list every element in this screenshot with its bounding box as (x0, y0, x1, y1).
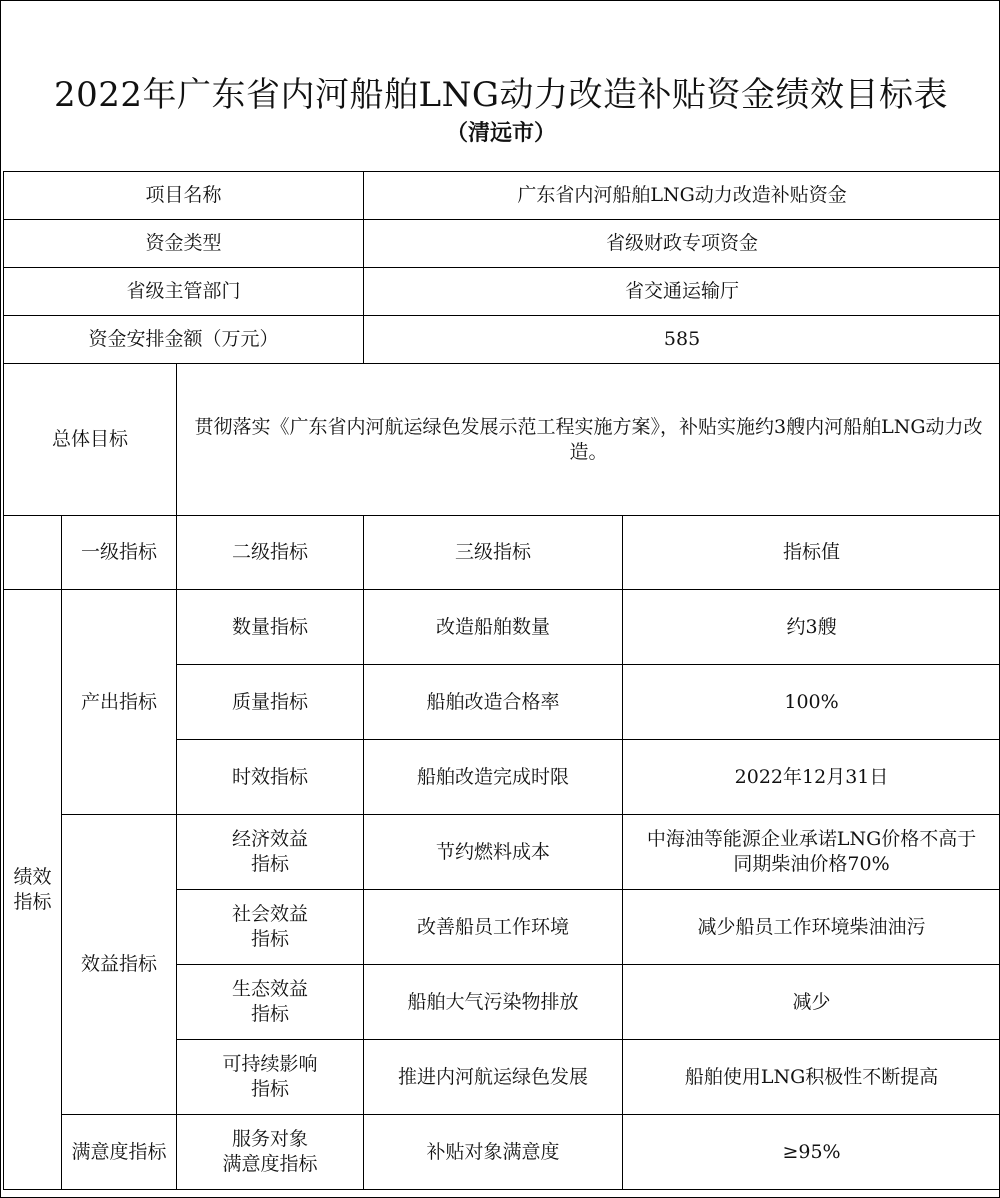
overall-goal-text: 贯彻落实《广东省内河航运绿色发展示范工程实施方案》，补贴实施约3艘内河船舶LNG动力改造。 (177, 364, 1000, 516)
indicator-row (4, 815, 1000, 890)
level3-cell: 补贴对象满意度 (364, 1115, 623, 1190)
level3-cell: 船舶改造完成时限 (364, 740, 623, 815)
page-subtitle: （清远市） (445, 120, 556, 146)
value-cell: 减少船员工作环境柴油油污 (623, 890, 1000, 965)
performance-indicator-label: 绩效 指标 (4, 590, 62, 1190)
level2-cell: 社会效益 指标 (177, 890, 364, 965)
value-cell: 减少 (623, 965, 1000, 1040)
level2-cell: 可持续影响 指标 (177, 1040, 364, 1115)
level3-cell: 船舶大气污染物排放 (364, 965, 623, 1040)
value-cell: 船舶使用LNG积极性不断提高 (623, 1040, 1000, 1115)
info-label: 项目名称 (4, 172, 364, 220)
header-level2: 二级指标 (177, 516, 364, 590)
value-cell: 约3艘 (623, 590, 1000, 665)
level3-cell: 改善船员工作环境 (364, 890, 623, 965)
level2-cell: 生态效益 指标 (177, 965, 364, 1040)
info-label: 资金类型 (4, 220, 364, 268)
info-row-amount (4, 316, 1000, 364)
indicator-row (4, 590, 1000, 665)
group-output-label: 产出指标 (62, 590, 177, 815)
indicator-header-row (4, 516, 1000, 590)
level2-cell: 时效指标 (177, 740, 364, 815)
info-value: 585 (364, 316, 1000, 364)
group-satisfaction-label: 满意度指标 (62, 1115, 177, 1190)
group-benefit-label: 效益指标 (62, 815, 177, 1115)
overall-goal-row (4, 364, 1000, 516)
performance-table (3, 171, 1000, 1190)
info-row-project-name (4, 172, 1000, 220)
header-value: 指标值 (623, 516, 1000, 590)
info-row-fund-type (4, 220, 1000, 268)
header-level1: 一级指标 (62, 516, 177, 590)
indicator-row (4, 1115, 1000, 1190)
level2-cell: 数量指标 (177, 590, 364, 665)
level3-cell: 推进内河航运绿色发展 (364, 1040, 623, 1115)
info-row-department (4, 268, 1000, 316)
value-cell: 100% (623, 665, 1000, 740)
overall-goal-label: 总体目标 (4, 364, 177, 516)
level2-cell: 质量指标 (177, 665, 364, 740)
info-value: 省交通运输厅 (364, 268, 1000, 316)
value-cell: 2022年12月31日 (623, 740, 1000, 815)
header-blank (4, 516, 62, 590)
info-label: 省级主管部门 (4, 268, 364, 316)
value-cell: 中海油等能源企业承诺LNG价格不高于 同期柴油价格70% (623, 815, 1000, 890)
level3-cell: 节约燃料成本 (364, 815, 623, 890)
info-value: 广东省内河船舶LNG动力改造补贴资金 (364, 172, 1000, 220)
level3-cell: 船舶改造合格率 (364, 665, 623, 740)
value-cell: ≥95% (623, 1115, 1000, 1190)
info-value: 省级财政专项资金 (364, 220, 1000, 268)
level3-cell: 改造船舶数量 (364, 590, 623, 665)
page-title: 2022年广东省内河船舶LNG动力改造补贴资金绩效目标表 (53, 75, 948, 115)
level2-cell: 经济效益 指标 (177, 815, 364, 890)
info-label: 资金安排金额（万元） (4, 316, 364, 364)
level2-cell: 服务对象 满意度指标 (177, 1115, 364, 1190)
header-level3: 三级指标 (364, 516, 623, 590)
